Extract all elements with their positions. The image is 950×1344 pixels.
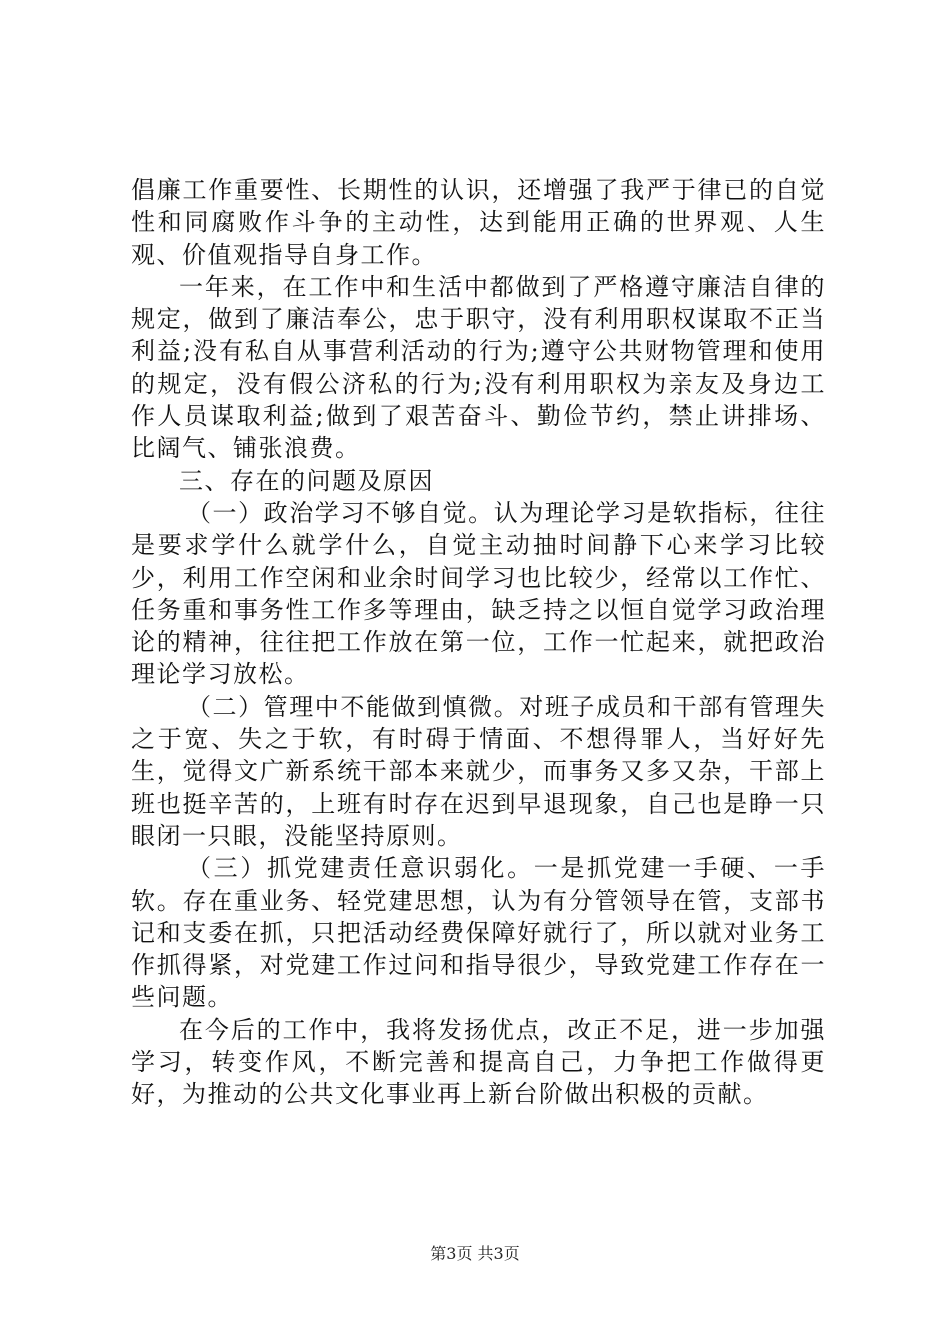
paragraph-continuation: 倡廉工作重要性、长期性的认识，还增强了我严于律已的自觉性和同腐败作斗争的主动性，达到能用正确的世界观、人生观、价值观指导自身工作。 <box>131 176 826 269</box>
paragraph-self-discipline: 一年来，在工作中和生活中都做到了严格遵守廉洁自律的规定，做到了廉洁奉公，忠于职守，没有利用职权谋取不正当利益;没有私自从事营利活动的行为;遵守公共财物管理和使用的规定，没有假公济私的行为;没有利用职权为亲友及身边工作人员谋取利益;做到了艰苦奋斗、勤俭节约，禁止讲排场、比阔气、铺张浪费。 <box>131 272 826 463</box>
section-heading-problems: 三、存在的问题及原因 <box>179 466 434 495</box>
paragraph-problem-3: （三）抓党建责任意识弱化。一是抓党建一手硬、一手软。存在重业务、轻党建思想，认为有分管领导在管，支部书记和支委在抓，只把活动经费保障好就行了，所以就对业务工作抓得紧，对党建工作过问和指导很少，导致党建工作存在一些问题。 <box>131 854 826 1012</box>
paragraph-conclusion: 在今后的工作中，我将发扬优点，改正不足，进一步加强学习，转变作风，不断完善和提高自己，力争把工作做得更好，为推动的公共文化事业再上新台阶做出积极的贡献。 <box>131 1015 826 1109</box>
paragraph-problem-2: （二）管理中不能做到慎微。对班子成员和干部有管理失之于宽、失之于软，有时碍于情面、不想得罪人，当好好先生，觉得文广新系统干部本来就少，而事务又多又杂，干部上班也挺辛苦的，上班有时存在迟到早退现象，自己也是睁一只眼闭一只眼，没能坚持原则。 <box>131 692 826 850</box>
paragraph-problem-1: （一）政治学习不够自觉。认为理论学习是软指标，往往是要求学什么就学什么，自觉主动抽时间静下心来学习比较少，利用工作空闲和业余时间学习也比较少，经常以工作忙、任务重和事务性工作多等理由，缺乏持之以恒自觉学习政治理论的精神，往往把工作放在第一位，工作一忙起来，就把政治理论学习放松。 <box>131 498 826 689</box>
document-body <box>131 174 826 1111</box>
page-number-footer: 第3页 共3页 <box>430 1244 520 1263</box>
